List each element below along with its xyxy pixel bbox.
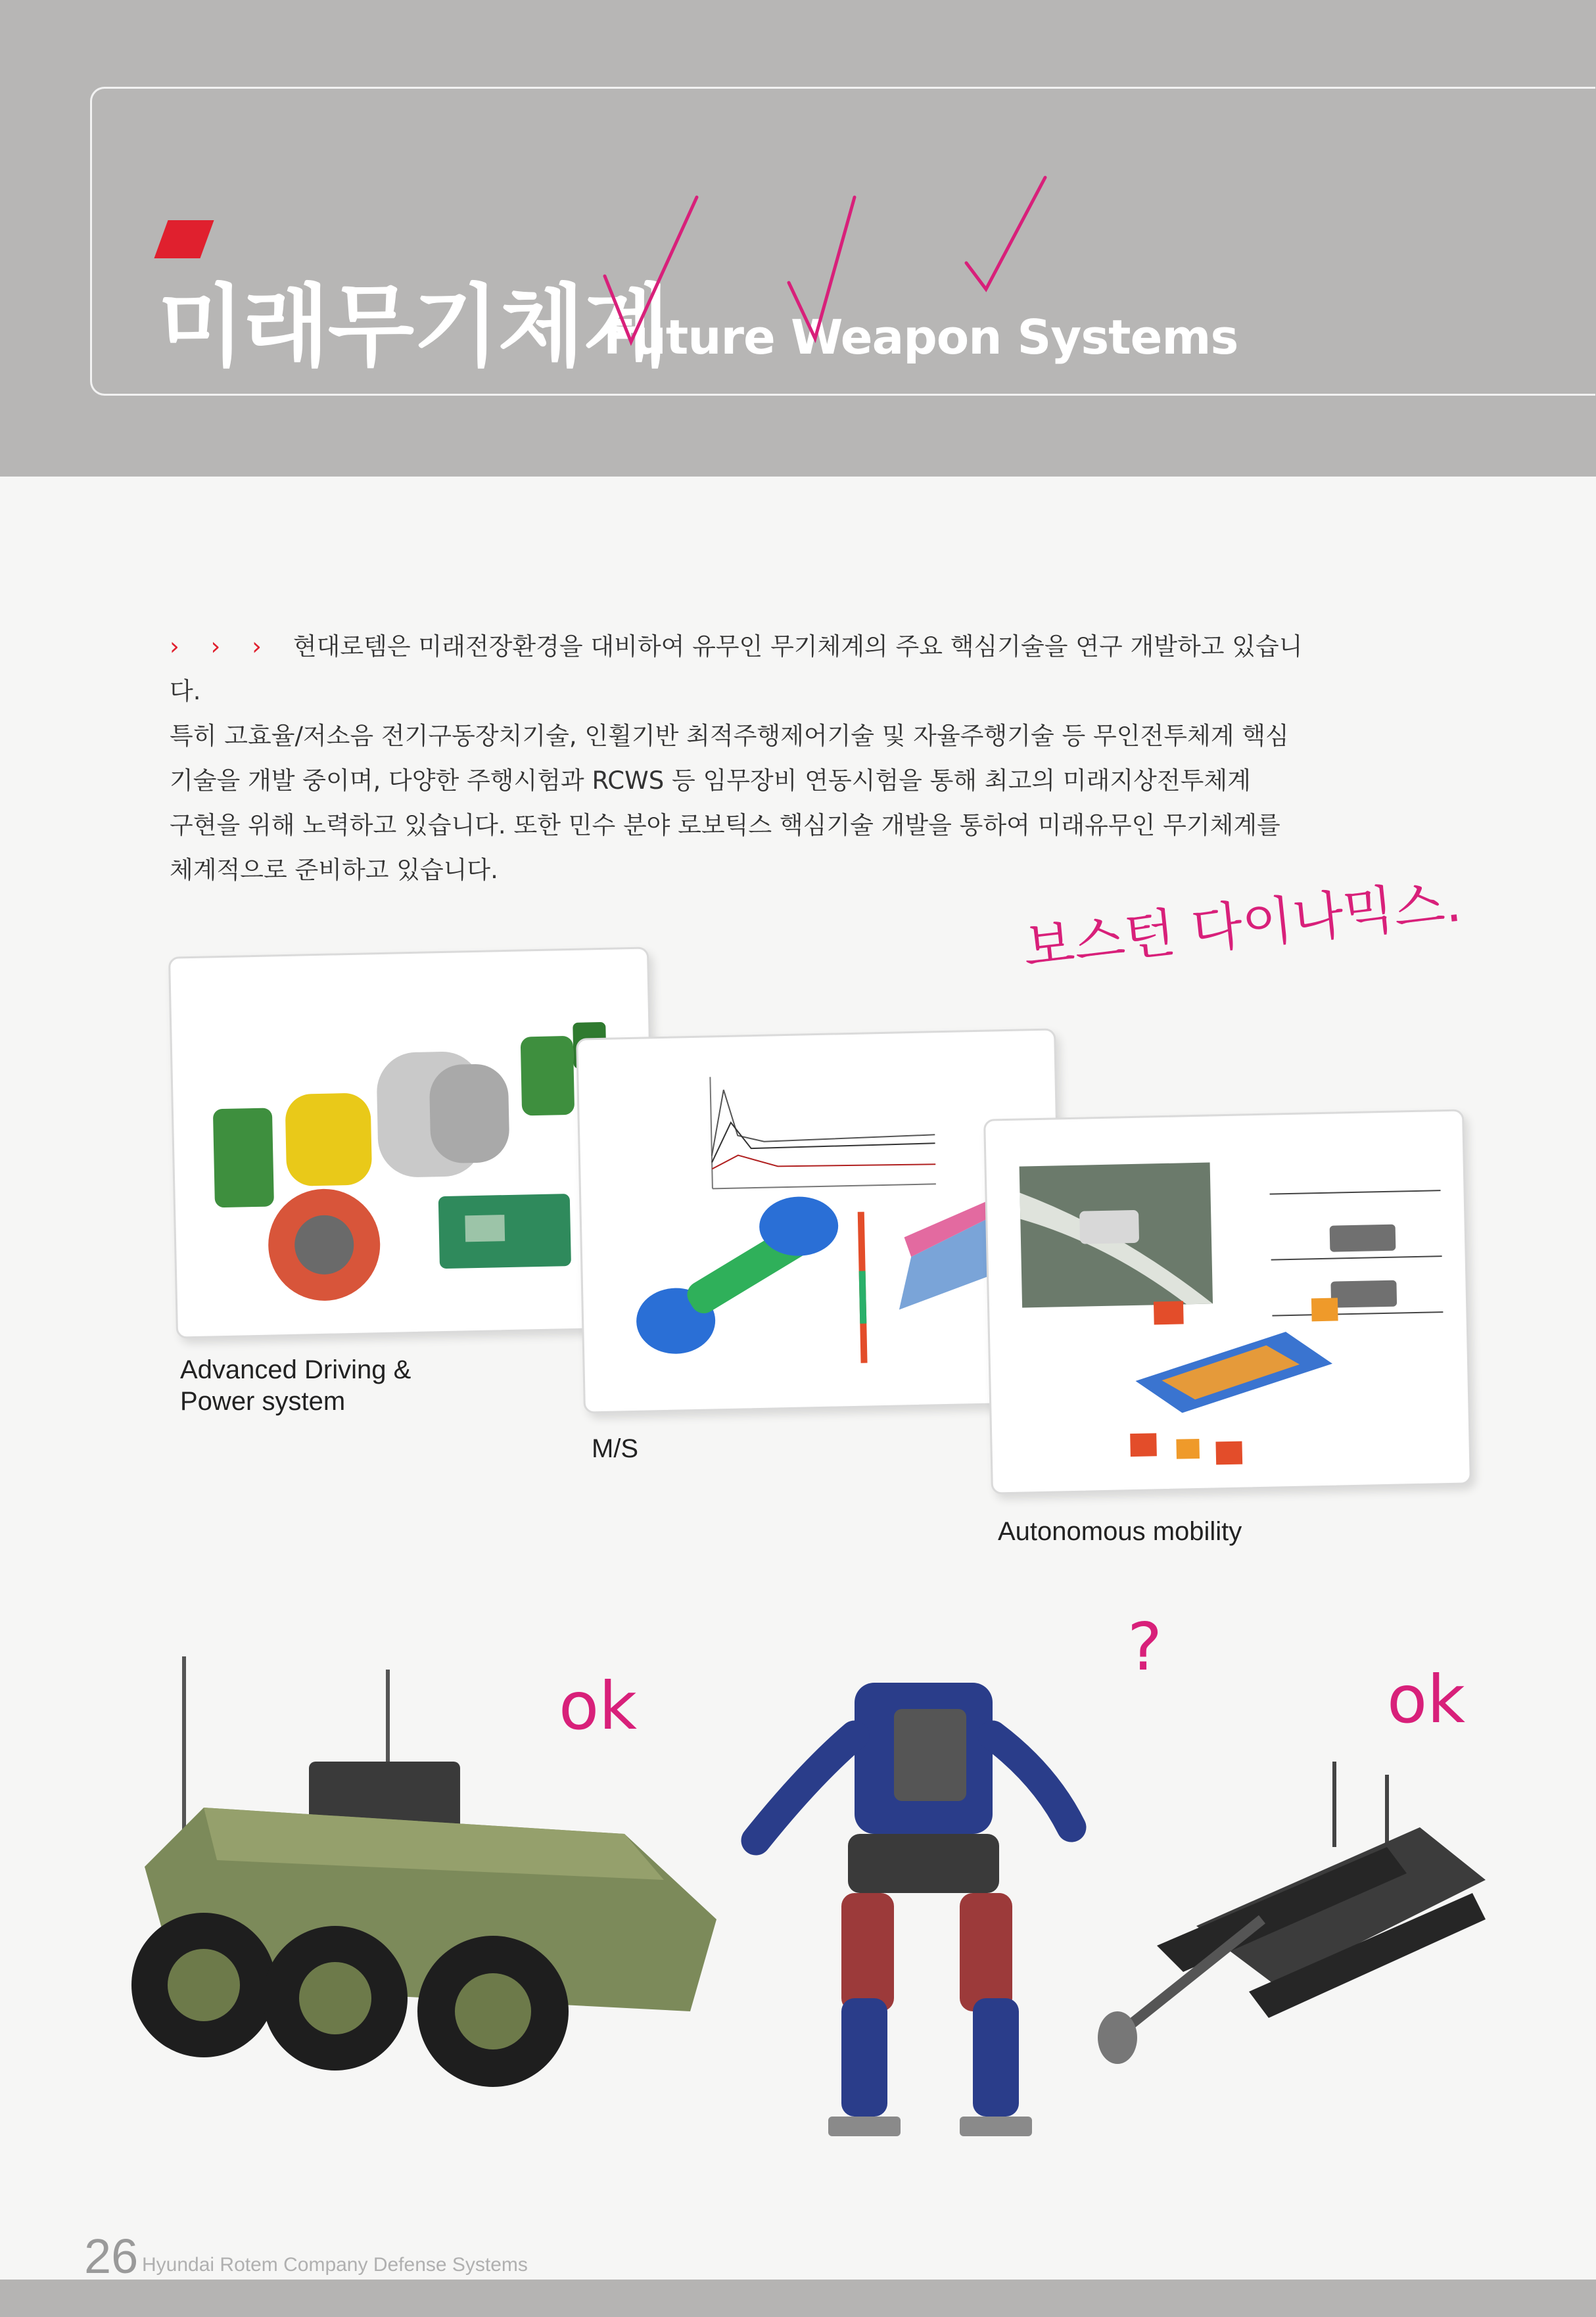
intro-line-2: 특히 고효율/저소음 전기구동장치기술, 인휠기반 최적주행제어기술 및 자율주행기술 등 무인전투체계 핵심 [170, 722, 1289, 750]
bullet-chevrons-icon: › › › [170, 632, 273, 661]
handwritten-note-top: 보스턴 다이나믹스. [1020, 872, 1465, 979]
intro-paragraph [170, 624, 1326, 893]
footer-company: Hyundai Rotem Company Defense Systems [142, 2254, 528, 2276]
caption-driving-power: Advanced Driving & Power system [180, 1355, 411, 1416]
intro-line-5: 체계적으로 준비하고 있습니다. [170, 856, 498, 884]
page-number: 26 [84, 2229, 139, 2283]
footer-band [0, 2280, 1596, 2317]
handwritten-note-robot: ? [1127, 1608, 1163, 1685]
panel-autonomous-mobility [983, 1109, 1472, 1494]
page-title-english: Future Weapon Systems [603, 310, 1238, 365]
autonomous-vehicle-simulation-image [985, 1111, 1470, 1492]
handwritten-note-vehicle: ok [559, 1668, 638, 1744]
intro-line-3: 기술을 개발 중이며, 다양한 주행시험과 RCWS 등 임무장비 연동시험을 통해 최고의 미래지상전투체계 [170, 766, 1251, 795]
wheeled-unmanned-vehicle-image [125, 1643, 756, 2090]
intro-line-4: 구현을 위해 노력하고 있습니다. 또한 민수 분야 로보틱스 핵심기술 개발을 통하여 미래유무인 무기체계를 [170, 811, 1280, 839]
intro-line-1: › › › 현대로템은 미래전장환경을 대비하여 유무인 무기체계의 주요 핵심기술을 연구 개발하고 있습니다. [170, 632, 1303, 705]
handwritten-note-tracked: ok [1387, 1661, 1466, 1738]
caption-modeling-simulation: M/S [592, 1434, 639, 1463]
tracked-robot-image [1078, 1748, 1499, 2090]
caption-autonomous-mobility: Autonomous mobility [998, 1517, 1242, 1546]
page-title-korean: 미래무기체계 [158, 275, 669, 379]
